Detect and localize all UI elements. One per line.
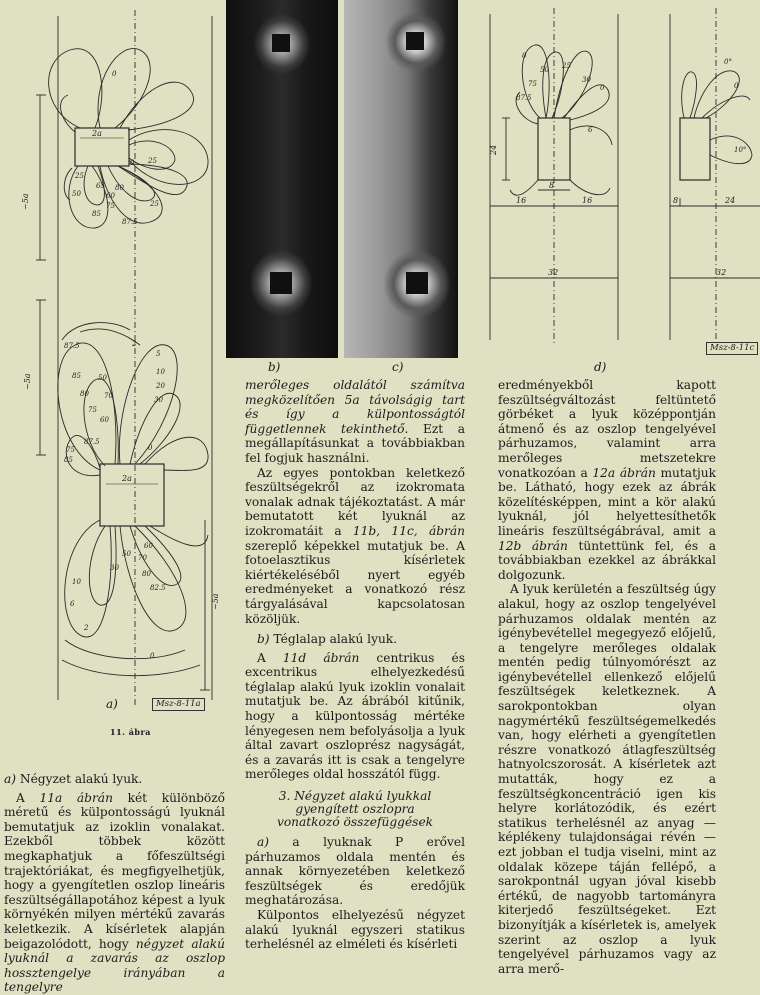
svg-text:85: 85	[64, 456, 73, 464]
dim-top-span: ~5a	[21, 193, 30, 210]
svg-text:0: 0	[150, 652, 155, 660]
stamp-a: Msz-8-11a	[152, 698, 205, 711]
dim-d-hole-width: 8	[549, 181, 555, 190]
svg-text:80: 80	[80, 390, 89, 398]
svg-text:0: 0	[734, 82, 739, 90]
svg-text:25: 25	[150, 200, 159, 208]
svg-text:50: 50	[540, 66, 549, 74]
panel-label-d: d)	[594, 360, 607, 374]
dim-d-right-offset: 8	[673, 196, 679, 205]
contour-labels-top	[72, 70, 159, 226]
svg-text:25: 25	[148, 157, 157, 165]
paragraph: A 11a ábrán két különböző méretű és külpontosságú lyuknál bemutatjuk az izoklin vonalakat. Ezekből többek között megkaphatjuk a főfeszültségi trajektóriákat, és megfigyelhetjük, hogy a gyengítetlen oszlop lineáris feszültségállapotához képest a lyuk környékén milyen mértékű zavarás keletkezik. A kísérletek alapján beigazolódott, hogy négyzet alakú lyuknál a zavarás az oszlop hossztengelye irányában a tengelyre	[4, 790, 225, 995]
paragraph: A 11d ábrán centrikus és excentrikus elhelyezkedésű téglalap alakú lyuk izoklin vonalait mutatjuk be. Az ábrából kitűnik, hogy a külpontosság mértéke lényegesen nem befolyásolja a lyuk által zavart oszloprész nagyságát, és a zavarás itt is csak a tengelyre merőleges oldal hosszától függ.	[245, 650, 465, 782]
paragraph: A lyuk kerületén a feszültség úgy alakul, hogy az oszlop tengelyével párhuzamos oldalak mentén az igénybevétellel megegyező előjelű, a tengelyre merőleges oldalak mentén pedig túlnyomórészt az igénybevétellel ellenkező előjelű feszültségek keletkeznek. A sarokpontokban olyan nagymértékű feszültségemelkedés van, hogy elérheti a gyengítetlen részre vonatkozó átlagfeszültség hatnyolcszorosát. A kísérletek azt mutatták, hogy ez a feszültségkoncentráció igen kis helyre korlátozódik, és ezért statikus terhelésnél az anyag — képlékeny tulajdonságai révén — ezt jobban el tudja viselni, mint az oldalak közepe táján fellépő, a sarokpontnál ugyan jóval kisebb értékű, de nagyobb tartományra kiterjedő feszültségeket. Ezt bizonyítják a kísérletek is, amelyek szerint az oszlop a lyuk tengelyével párhuzamos vagy az arra merő-	[498, 582, 716, 976]
svg-text:60: 60	[106, 192, 115, 200]
dim-bottom-span: ~5a	[211, 593, 220, 610]
svg-text:82.5: 82.5	[150, 584, 166, 592]
figure-11d-isoclines	[480, 0, 760, 370]
svg-text:80: 80	[115, 184, 124, 192]
svg-text:87.5: 87.5	[516, 94, 532, 102]
dim-d-left: 16	[516, 196, 527, 205]
svg-text:87.5: 87.5	[64, 342, 80, 350]
figure-11a-isoclines	[0, 0, 230, 720]
dim-d-right-total: 32	[716, 268, 727, 277]
section-a-heading: a) Négyzet alakú lyuk.	[4, 772, 143, 786]
svg-text:30: 30	[154, 396, 163, 404]
svg-text:20: 20	[156, 382, 165, 390]
svg-text:50: 50	[122, 550, 131, 558]
svg-text:2: 2	[84, 624, 89, 632]
svg-text:0: 0	[112, 70, 117, 78]
section-b-heading: b) Téglalap alakú lyuk.	[257, 632, 398, 647]
dim-hole-width-bottom: 2a	[122, 474, 132, 483]
svg-text:5: 5	[156, 350, 161, 358]
svg-text:50: 50	[98, 374, 107, 382]
text-column-2	[245, 378, 465, 952]
paragraph: eredményekből kapott feszültségváltozást feltüntető görbéket a lyuk középpontján átmenő és az oszlop tengelyével párhuzamos, valamint arra merőleges metszetekre vonatkozóan a 12a ábrán mutatjuk be. Látható, hogy ezek az ábrák közelítésképpen, mint a kör alakú lyuknál, jól helyettesíthetők lineáris feszültségábrával, amit a 12b ábrán tüntettünk fel, és a továbbiakban ezekkel az ábrákkal dolgozunk.	[498, 378, 716, 582]
paragraph: merőleges oldalától számítva megközelítően 5a távolságig tart és így a külpontosságtól függetlennek tekinthető. Ezt a megállapításunkat a továbbiakban fel fogjuk használni.	[245, 378, 466, 465]
svg-text:25: 25	[562, 62, 571, 70]
svg-text:85: 85	[92, 210, 101, 218]
paragraph: Külpontos elhelyezésű négyzet alakú lyuknál egyszeri statikus terhelésnél az elméleti és kísérleti	[245, 908, 465, 952]
svg-text:0: 0	[522, 52, 527, 60]
svg-text:2: 2	[132, 340, 137, 348]
svg-text:0°: 0°	[724, 58, 732, 66]
text-column-1	[4, 766, 225, 995]
text-column-3	[498, 378, 716, 976]
paragraph: Az egyes pontokban keletkező feszültségekről az izokromata vonalak adnak tájékoztatást. A már bemutatott két lyuknál az izokromatáit a 11b, 11c, ábrán szereplő képekkel mutatjuk be. A fotoelasztikus kísérletek kiértékeléséből nyert egyéb eredményeket a vonatkozó rész tárgyalásával kapcsolatosan közöljük.	[245, 465, 465, 626]
svg-text:10: 10	[72, 578, 81, 586]
dim-hole-width-top: 2a	[92, 129, 102, 138]
contour-labels-bottom	[64, 340, 166, 660]
svg-text:80: 80	[142, 570, 151, 578]
panel-label-b: b)	[268, 360, 281, 374]
svg-text:75: 75	[106, 202, 115, 210]
svg-text:10°: 10°	[734, 146, 747, 154]
panel-label-c: c)	[392, 360, 404, 374]
svg-text:25: 25	[75, 172, 84, 180]
dim-d-height: 24	[489, 144, 498, 155]
dim-d-right: 16	[582, 196, 593, 205]
photo-11c-isochromatics	[344, 0, 458, 358]
svg-text:70: 70	[104, 392, 113, 400]
svg-text:0: 0	[130, 159, 135, 167]
svg-text:87.5: 87.5	[84, 438, 100, 446]
stamp-d: Msz-8-11c	[706, 342, 758, 355]
svg-text:6: 6	[70, 600, 75, 608]
panel-label-a: a)	[106, 697, 118, 711]
svg-text:85: 85	[72, 372, 81, 380]
dim-d-right-span: 24	[725, 196, 736, 205]
svg-text:30: 30	[110, 564, 119, 572]
svg-text:10: 10	[156, 368, 165, 376]
dim-mid-span: ~5a	[23, 373, 32, 390]
svg-text:30: 30	[582, 76, 591, 84]
photo-11b-isochromatics	[226, 0, 338, 358]
svg-text:60: 60	[144, 542, 153, 550]
svg-text:75: 75	[88, 406, 97, 414]
dim-d-total: 32	[548, 268, 559, 277]
section-3-heading: 3. Négyzet alakú lyukkal gyengített oszlopra vonatkozó összefüggések	[276, 789, 434, 830]
svg-text:6: 6	[588, 126, 593, 134]
svg-text:50: 50	[72, 190, 81, 198]
svg-text:70: 70	[138, 554, 147, 562]
svg-text:65: 65	[96, 182, 105, 190]
figure-caption: 11. ábra	[110, 727, 151, 737]
svg-text:75: 75	[528, 80, 537, 88]
svg-text:87.5: 87.5	[122, 218, 138, 226]
svg-text:60: 60	[100, 416, 109, 424]
paragraph: a) a lyuknak P erővel párhuzamos oldala mentén és annak környezetében keletkező feszültségek és eredőjük meghatározása.	[245, 835, 465, 908]
svg-text:75: 75	[66, 446, 75, 454]
svg-text:0: 0	[600, 84, 605, 92]
svg-text:0: 0	[148, 444, 153, 452]
